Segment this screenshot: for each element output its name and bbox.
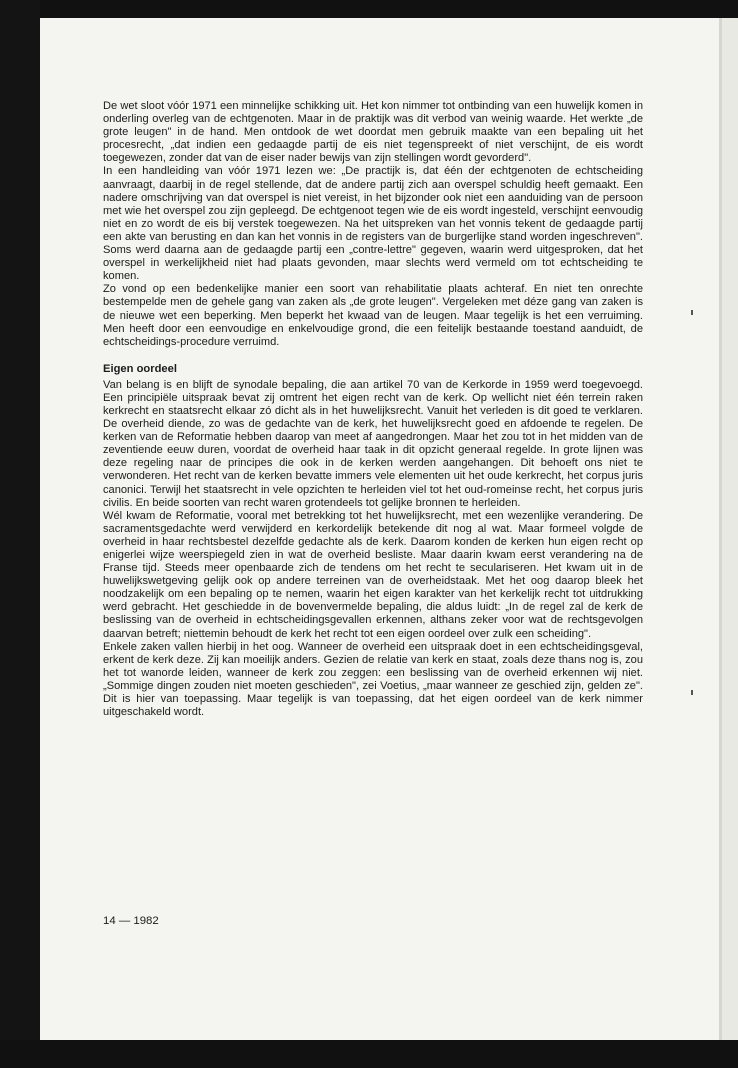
article-body bbox=[103, 100, 643, 719]
margin-mark bbox=[691, 690, 693, 695]
scan-right-strip bbox=[722, 18, 738, 1040]
paragraph: Wél kwam de Reformatie, vooral met betrekking tot het huwelijksrecht, met een wezenlijke verandering. De sacramentsgedachte werd verwijderd en kerkordelijk betekende dit nog al wat. Maar formeel volgde de overheid in haar rechtsbestel dezelfde gedachte als de kerk. Daarom konden de kerken hun eigen recht op enigerlei wijze weerspiegeld zien in wat de overheid besliste. Maar daarin kwam eerst verandering na de Franse tijd. Steeds meer openbaarde zich de tendens om het recht te seculariseren. Het kwam uit in de huwelijkswetgeving gelijk ook op andere terreinen van de overheidstaak. Met het oog daarop bleek het noodzakelijk om een bepaling op te nemen, waarin het eigen karakter van het kerkelijk recht tot uitdrukking werd gebracht. Het geschiedde in de bovenvermelde bepaling, die aldus luidt: „In de regel zal de kerk de beslissing van de overheid in echtscheidingsgevallen erkennen, althans zeker voor wat de rechtsgevolgen daarvan betreft; niettemin behoudt de kerk het recht tot een eigen oordeel over zulk een scheiding". bbox=[103, 509, 643, 640]
scan-left-border bbox=[0, 0, 40, 1068]
paragraph: Enkele zaken vallen hierbij in het oog. Wanneer de overheid een uitspraak doet in een echtscheidingsgeval, erkent de kerk deze. Zij kan moeilijk anders. Gezien de relatie van kerk en staat, zoals deze thans nog is, zou het tot wanorde leiden, wanneer de kerk zou zeggen: een beslissing van de overheid erkennen wij niet. „Sommige dingen zouden niet moeten geschieden", zei Voetius, „maar wanneer ze geschied zijn, gelden ze". Dit is hier van toepassing. Maar tegelijk is van toepassing, dat het eigen oordeel van de kerk nimmer uitgeschakeld wordt. bbox=[103, 640, 643, 719]
document-page bbox=[40, 18, 722, 1040]
margin-mark bbox=[691, 310, 693, 315]
paragraph: De wet sloot vóór 1971 een minnelijke schikking uit. Het kon nimmer tot ontbinding van een huwelijk komen in onderling overleg van de echtgenoten. Maar in de praktijk was dit verbod van weinig waarde. Het werkte „de grote leugen" in de hand. Men ontdook de wet doordat men gebruik maakte van een bepaling uit het procesrecht, „dat indien een gedaagde partij de eis niet tegenspreekt of niet verschijnt, de eis wordt toegewezen, zonder dat van de eiser nader bewijs van zijn stellingen wordt gevorderd". bbox=[103, 100, 643, 165]
paragraph: In een handleiding van vóór 1971 lezen we: „De practijk is, dat één der echtgenoten de echtscheiding aanvraagt, daarbij in de regel stellende, dat de andere partij zich aan overspel schuldig heeft gemaakt. Een nadere omschrijving van dat overspel is niet vereist, in het bijzonder ook niet een aanduiding van de persoon met wie het overspel zou zijn gepleegd. De echtgenoot tegen wie de eis wordt ingesteld, verschijnt eenvoudig niet en zo wordt de eis bij verstek toegewezen. Na het uitspreken van het vonnis tekent de gedaagde partij een akte van berusting en dan kan het vonnis in de registers van de burgerlijke stand worden ingeschreven". Soms werd daarna aan de gedaagde partij een „contre-lettre" gegeven, waarin werd uitgesproken, dat het overspel in werkelijkheid niet had plaats gevonden, maar slechts werd vermeld om tot echtscheiding te komen. bbox=[103, 165, 643, 283]
paragraph: Van belang is en blijft de synodale bepaling, die aan artikel 70 van de Kerkorde in 1959 werd toegevoegd. Een principiële uitspraak bevat zij omtrent het eigen recht van de kerk. Op wellicht niet één terrein raken kerkrecht en staatsrecht elkaar zó dicht als in het huwelijksrecht. Vanuit het verleden is dit goed te verklaren. De overheid diende, zo was de gedachte van de kerk, het huwelijksrecht goed en afdoende te regelen. De kerken van de Reformatie hebben daarop van meet af aangedrongen. Maar het zou tot in het midden van de zeventiende eeuw duren, voordat de overheid haar taak in dit opzicht generaal regelde. In grote lijnen was deze regeling naar de principes die ook in de kerken werden aangehangen. Dit behoeft ons niet te verwonderen. Het recht van de kerken bevatte immers vele elementen uit het oude kerkrecht, het corpus juris canonici. Terwijl het staatsrecht in vele opzichten te herleiden viel tot het oud-romeinse recht, het corpus juris civilis. En beide soorten van recht waren grotendeels tot gelijke bronnen te herleiden. bbox=[103, 378, 643, 509]
section-heading: Eigen oordeel bbox=[103, 362, 177, 375]
page-edge bbox=[719, 18, 722, 1040]
page-number: 14 — 1982 bbox=[103, 915, 159, 927]
paragraph: Zo vond op een bedenkelijke manier een soort van rehabilitatie plaats achteraf. En niet ten onrechte bestempelde men de gehele gang van zaken als „de grote leugen". Vergeleken met déze gang van zaken is de nieuwe wet een beperking. Men beperkt het kwaad van de leugen. Maar tegelijk is het een verruiming. Men heeft door een eenvoudige en enkelvoudige grond, die een feitelijk bestaande toestand aanduidt, de echtscheidings-procedure verruimd. bbox=[103, 283, 643, 348]
scan-bottom-border bbox=[0, 1040, 738, 1068]
scan-top-border bbox=[0, 0, 738, 18]
